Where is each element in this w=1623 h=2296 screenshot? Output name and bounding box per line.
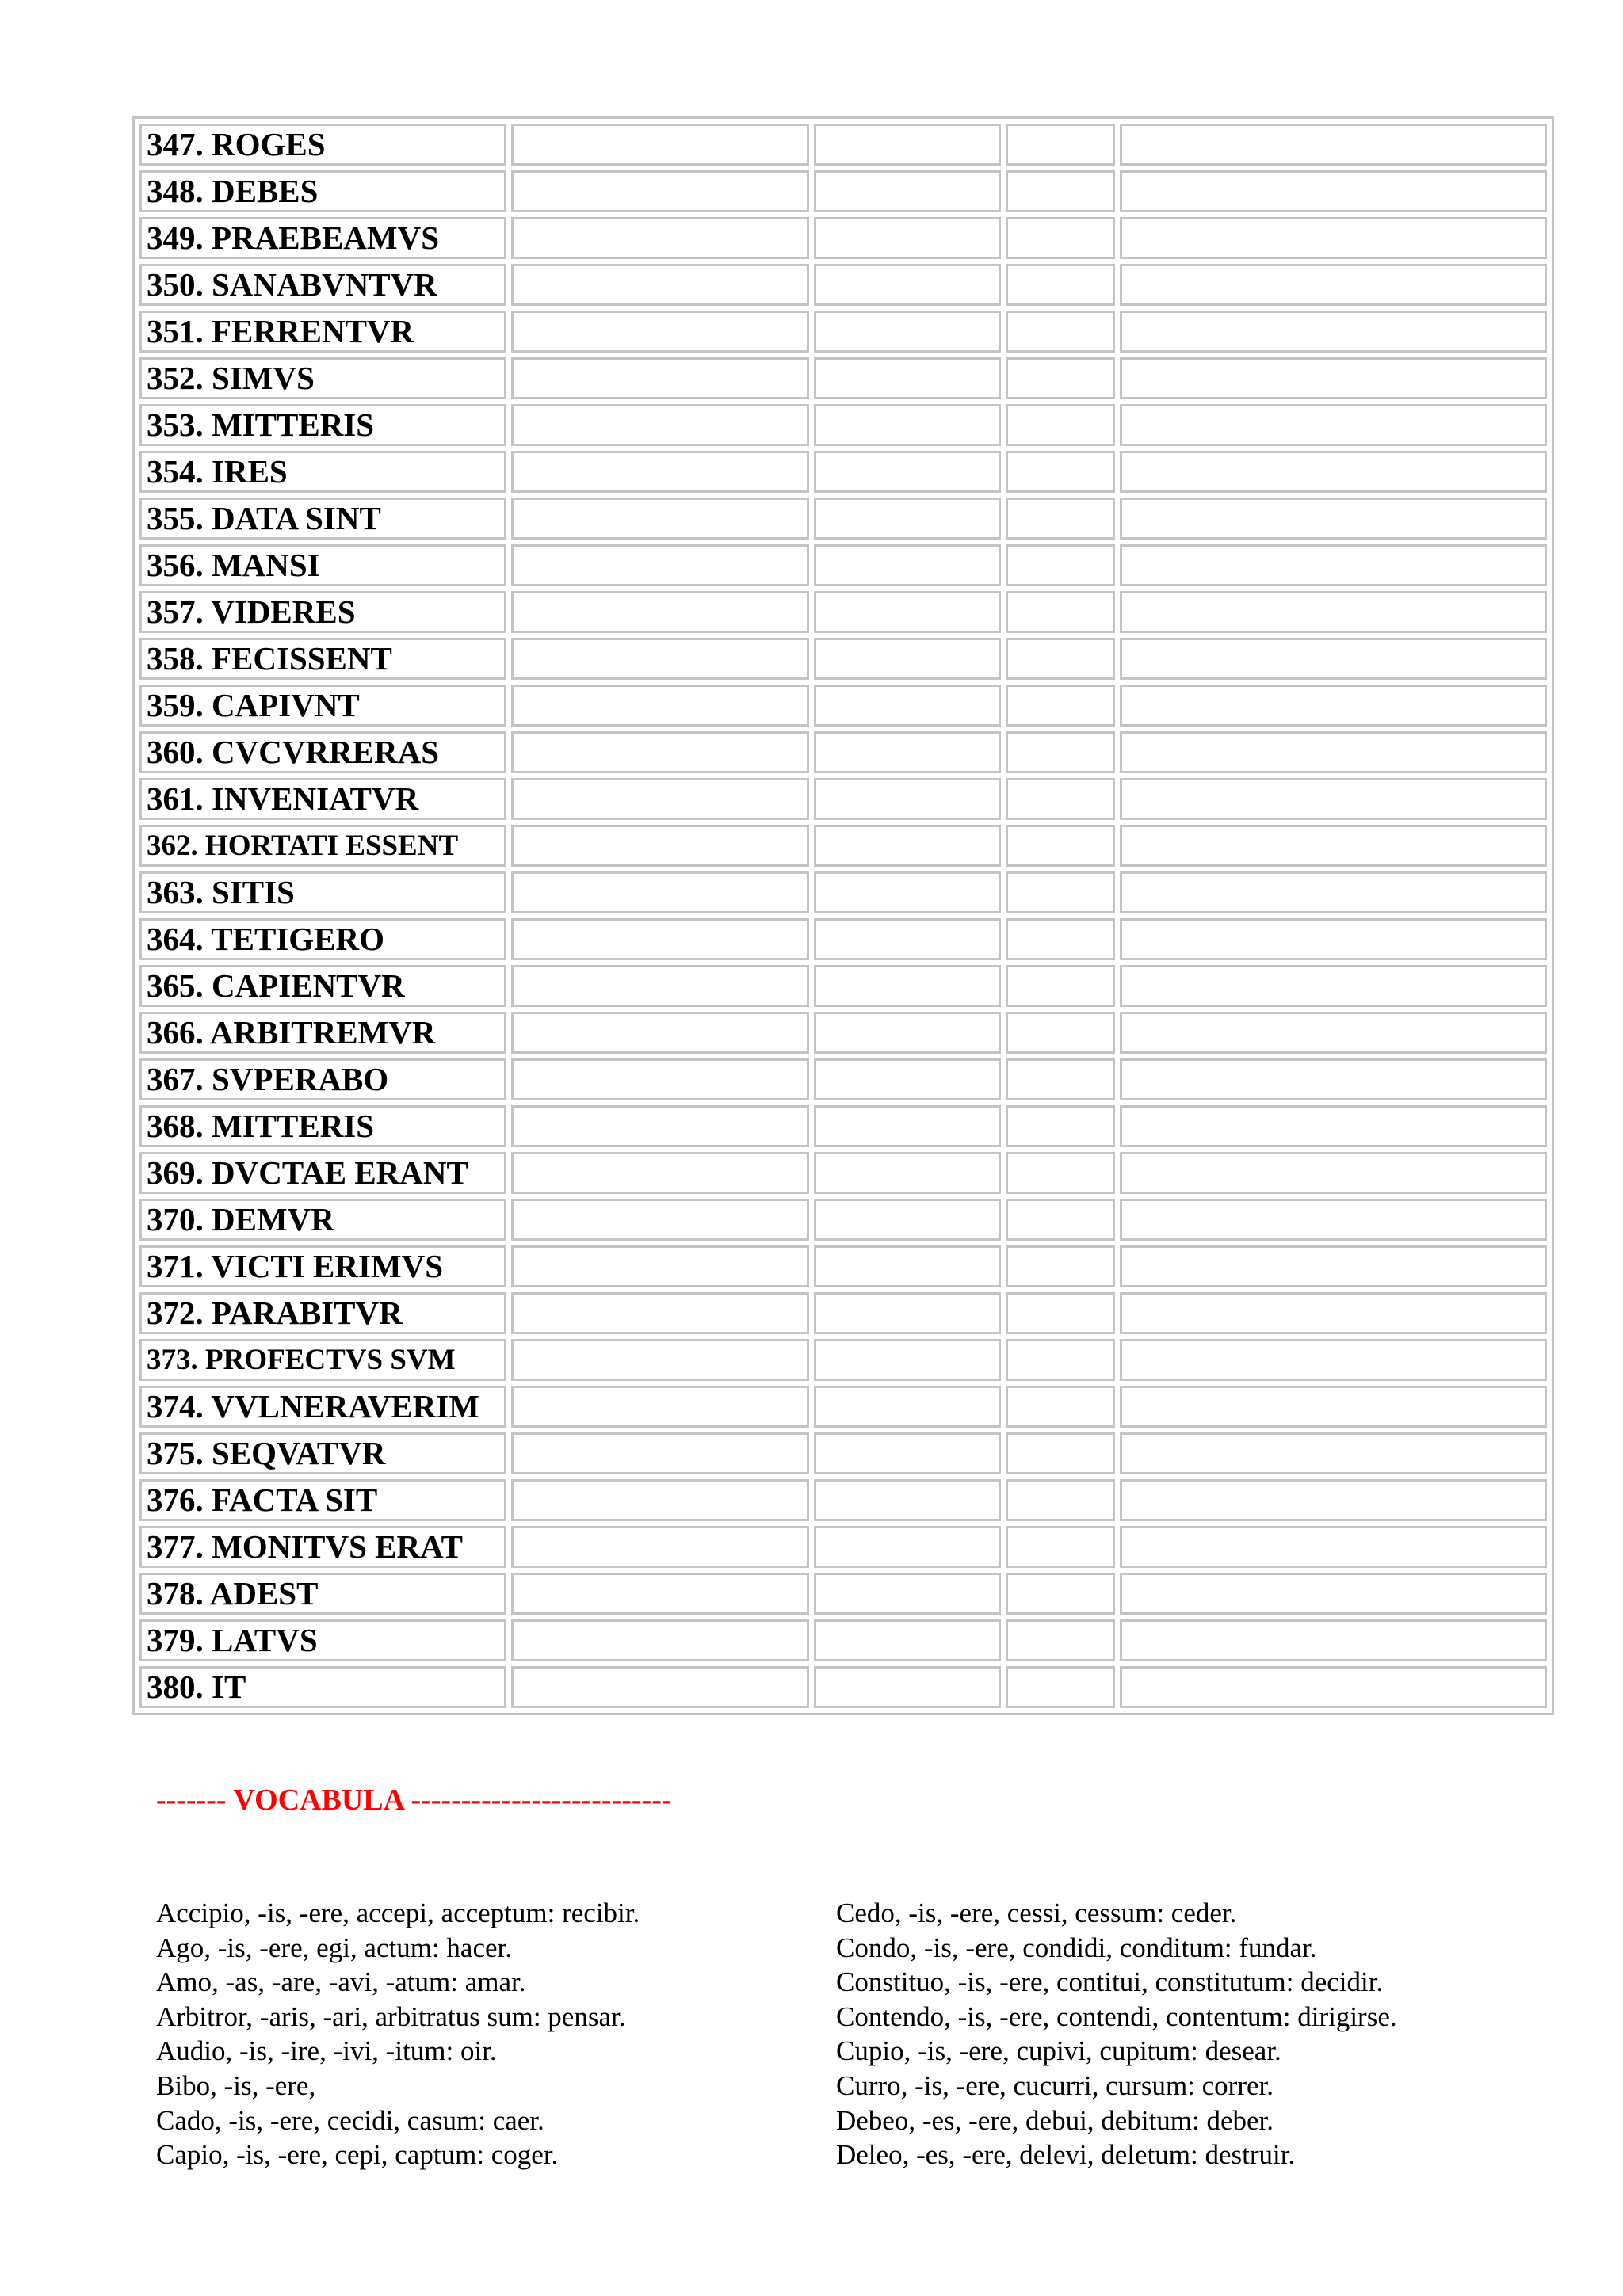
answer-cell[interactable] <box>1006 357 1115 399</box>
worksheet-row <box>139 1152 1547 1194</box>
worksheet-row <box>139 451 1547 493</box>
answer-cell[interactable] <box>511 124 809 166</box>
vocabulary-entry: Condo, -is, -ere, condidi, conditum: fundar. <box>836 1932 1317 1963</box>
vocabulary-entry: Amo, -as, -are, -avi, -atum: amar. <box>156 1966 526 1998</box>
answer-cell[interactable] <box>814 918 1001 960</box>
answer-cell[interactable] <box>1006 498 1115 540</box>
answer-cell[interactable] <box>511 1432 809 1474</box>
worksheet-row <box>139 965 1547 1007</box>
latin-verb-form: 348. DEBES <box>139 170 506 212</box>
latin-verb-form: 368. MITTERIS <box>139 1105 506 1147</box>
worksheet-row <box>139 1619 1547 1661</box>
answer-cell[interactable] <box>1120 1292 1547 1334</box>
vocabulary-left-column <box>156 1896 640 2172</box>
answer-cell[interactable] <box>1120 731 1547 773</box>
answer-cell[interactable] <box>814 1479 1001 1521</box>
answer-cell[interactable] <box>1006 965 1115 1007</box>
answer-cell[interactable] <box>511 1058 809 1100</box>
worksheet-row <box>139 498 1547 540</box>
latin-verb-form: 380. IT <box>139 1666 506 1708</box>
worksheet-row <box>139 264 1547 306</box>
latin-verb-form: 370. DEMVR <box>139 1199 506 1241</box>
answer-cell[interactable] <box>511 217 809 259</box>
worksheet-row <box>139 685 1547 727</box>
answer-cell[interactable] <box>1006 1386 1115 1428</box>
latin-verb-form: 355. DATA SINT <box>139 498 506 540</box>
answer-cell[interactable] <box>1006 1432 1115 1474</box>
answer-cell[interactable] <box>1006 825 1115 867</box>
answer-cell[interactable] <box>1006 544 1115 586</box>
answer-cell[interactable] <box>511 498 809 540</box>
answer-cell[interactable] <box>1120 1199 1547 1241</box>
answer-cell[interactable] <box>511 544 809 586</box>
answer-cell[interactable] <box>814 638 1001 680</box>
vocabulary-entry: Cupio, -is, -ere, cupivi, cupitum: desear. <box>836 2035 1281 2067</box>
worksheet-row <box>139 1339 1547 1381</box>
answer-cell[interactable] <box>1006 1058 1115 1100</box>
worksheet-row <box>139 1386 1547 1428</box>
answer-cell[interactable] <box>511 685 809 727</box>
answer-cell[interactable] <box>814 357 1001 399</box>
latin-verb-form: 358. FECISSENT <box>139 638 506 680</box>
answer-cell[interactable] <box>511 1012 809 1054</box>
worksheet-row <box>139 404 1547 446</box>
answer-cell[interactable] <box>1006 1105 1115 1147</box>
latin-verb-form: 376. FACTA SIT <box>139 1479 506 1521</box>
latin-verb-form: 377. MONITVS ERAT <box>139 1526 506 1568</box>
worksheet-row <box>139 1432 1547 1474</box>
vocabulary-right-column <box>836 1896 1397 2172</box>
answer-cell[interactable] <box>511 404 809 446</box>
answer-cell[interactable] <box>1006 311 1115 353</box>
answer-cell[interactable] <box>1120 778 1547 820</box>
vocabulary-entry: Ago, -is, -ere, egi, actum: hacer. <box>156 1932 512 1963</box>
answer-cell[interactable] <box>511 731 809 773</box>
answer-cell[interactable] <box>814 1339 1001 1381</box>
worksheet-row <box>139 1245 1547 1287</box>
worksheet-row <box>139 825 1547 867</box>
answer-cell[interactable] <box>814 1152 1001 1194</box>
answer-cell[interactable] <box>1006 1573 1115 1615</box>
answer-cell[interactable] <box>814 965 1001 1007</box>
answer-cell[interactable] <box>511 1105 809 1147</box>
answer-cell[interactable] <box>1006 264 1115 306</box>
verb-worksheet-table <box>132 116 1554 1715</box>
answer-cell[interactable] <box>1120 685 1547 727</box>
answer-cell[interactable] <box>511 778 809 820</box>
answer-cell[interactable] <box>814 1386 1001 1428</box>
answer-cell[interactable] <box>1120 1245 1547 1287</box>
answer-cell[interactable] <box>1120 918 1547 960</box>
latin-verb-form: 367. SVPERABO <box>139 1058 506 1100</box>
answer-cell[interactable] <box>814 1666 1001 1708</box>
latin-verb-form: 357. VIDERES <box>139 591 506 633</box>
answer-cell[interactable] <box>814 1573 1001 1615</box>
answer-cell[interactable] <box>511 264 809 306</box>
answer-cell[interactable] <box>814 1526 1001 1568</box>
answer-cell[interactable] <box>511 1666 809 1708</box>
worksheet-row <box>139 1058 1547 1100</box>
answer-cell[interactable] <box>1006 871 1115 913</box>
answer-cell[interactable] <box>1006 1619 1115 1661</box>
answer-cell[interactable] <box>814 124 1001 166</box>
worksheet-row <box>139 1666 1547 1708</box>
latin-verb-form: 364. TETIGERO <box>139 918 506 960</box>
answer-cell[interactable] <box>1120 217 1547 259</box>
vocabulary-entry: Bibo, -is, -ere, <box>156 2069 316 2101</box>
answer-cell[interactable] <box>1120 498 1547 540</box>
latin-verb-form: 363. SITIS <box>139 871 506 913</box>
answer-cell[interactable] <box>511 918 809 960</box>
answer-cell[interactable] <box>1120 1526 1547 1568</box>
answer-cell[interactable] <box>511 1339 809 1381</box>
worksheet-row <box>139 1012 1547 1054</box>
answer-cell[interactable] <box>1006 1666 1115 1708</box>
answer-cell[interactable] <box>814 778 1001 820</box>
answer-cell[interactable] <box>1120 591 1547 633</box>
worksheet-row <box>139 1105 1547 1147</box>
answer-cell[interactable] <box>1120 965 1547 1007</box>
answer-cell[interactable] <box>1120 871 1547 913</box>
latin-verb-form: 374. VVLNERAVERIM <box>139 1386 506 1428</box>
answer-cell[interactable] <box>814 1245 1001 1287</box>
answer-cell[interactable] <box>814 404 1001 446</box>
answer-cell[interactable] <box>511 1199 809 1241</box>
answer-cell[interactable] <box>511 965 809 1007</box>
answer-cell[interactable] <box>1006 1199 1115 1241</box>
latin-verb-form: 378. ADEST <box>139 1573 506 1615</box>
answer-cell[interactable] <box>1120 1012 1547 1054</box>
latin-verb-form: 372. PARABITVR <box>139 1292 506 1334</box>
answer-cell[interactable] <box>1120 1666 1547 1708</box>
latin-verb-form: 360. CVCVRRERAS <box>139 731 506 773</box>
answer-cell[interactable] <box>814 451 1001 493</box>
answer-cell[interactable] <box>1120 311 1547 353</box>
answer-cell[interactable] <box>1120 451 1547 493</box>
worksheet-body <box>139 124 1547 1708</box>
answer-cell[interactable] <box>1120 1339 1547 1381</box>
worksheet-row <box>139 1573 1547 1615</box>
answer-cell[interactable] <box>1120 124 1547 166</box>
answer-cell[interactable] <box>1006 1292 1115 1334</box>
answer-cell[interactable] <box>814 1105 1001 1147</box>
answer-cell[interactable] <box>1120 544 1547 586</box>
vocabulary-entry: Constituo, -is, -ere, contitui, constitutum: decidir. <box>836 1966 1384 1998</box>
latin-verb-form: 375. SEQVATVR <box>139 1432 506 1474</box>
answer-cell[interactable] <box>1120 170 1547 212</box>
latin-verb-form: 371. VICTI ERIMVS <box>139 1245 506 1287</box>
answer-cell[interactable] <box>511 1619 809 1661</box>
answer-cell[interactable] <box>511 311 809 353</box>
answer-cell[interactable] <box>1120 1058 1547 1100</box>
latin-verb-form: 349. PRAEBEAMVS <box>139 217 506 259</box>
latin-verb-form: 361. INVENIATVR <box>139 778 506 820</box>
answer-cell[interactable] <box>1120 264 1547 306</box>
vocabulary-entry: Capio, -is, -ere, cepi, captum: coger. <box>156 2139 559 2171</box>
answer-cell[interactable] <box>511 1479 809 1521</box>
answer-cell[interactable] <box>1120 1152 1547 1194</box>
answer-cell[interactable] <box>1120 638 1547 680</box>
worksheet-row <box>139 311 1547 353</box>
answer-cell[interactable] <box>1120 357 1547 399</box>
vocabulary-entry: Deleo, -es, -ere, delevi, deletum: destruir. <box>836 2139 1296 2171</box>
answer-cell[interactable] <box>511 1152 809 1194</box>
vocabulary-entry: Curro, -is, -ere, cucurri, cursum: correr. <box>836 2069 1274 2101</box>
answer-cell[interactable] <box>814 685 1001 727</box>
answer-cell[interactable] <box>1006 591 1115 633</box>
answer-cell[interactable] <box>814 871 1001 913</box>
answer-cell[interactable] <box>1006 1526 1115 1568</box>
answer-cell[interactable] <box>1006 731 1115 773</box>
worksheet-row <box>139 1292 1547 1334</box>
latin-verb-form: 354. IRES <box>139 451 506 493</box>
answer-cell[interactable] <box>1120 1573 1547 1615</box>
answer-cell[interactable] <box>1006 778 1115 820</box>
worksheet-row <box>139 591 1547 633</box>
latin-verb-form: 351. FERRENTVR <box>139 311 506 353</box>
answer-cell[interactable] <box>814 1619 1001 1661</box>
answer-cell[interactable] <box>1120 1479 1547 1521</box>
latin-verb-form: 373. PROFECTVS SVM <box>139 1339 506 1381</box>
answer-cell[interactable] <box>1006 685 1115 727</box>
worksheet-row <box>139 731 1547 773</box>
latin-verb-form: 353. MITTERIS <box>139 404 506 446</box>
worksheet-row <box>139 357 1547 399</box>
answer-cell[interactable] <box>814 825 1001 867</box>
latin-verb-form: 379. LATVS <box>139 1619 506 1661</box>
answer-cell[interactable] <box>511 591 809 633</box>
answer-cell[interactable] <box>511 170 809 212</box>
vocabulary-entry: Cado, -is, -ere, cecidi, casum: caer. <box>156 2104 544 2136</box>
answer-cell[interactable] <box>814 264 1001 306</box>
answer-cell[interactable] <box>511 1386 809 1428</box>
answer-cell[interactable] <box>1006 638 1115 680</box>
answer-cell[interactable] <box>1006 451 1115 493</box>
vocabulary-entry: Cedo, -is, -ere, cessi, cessum: ceder. <box>836 1897 1237 1928</box>
answer-cell[interactable] <box>1006 124 1115 166</box>
answer-cell[interactable] <box>1006 1245 1115 1287</box>
vocabulary-entry: Audio, -is, -ire, -ivi, -itum: oir. <box>156 2035 497 2067</box>
vocabulary-entry: Contendo, -is, -ere, contendi, contentum: dirigirse. <box>836 2000 1397 2032</box>
worksheet-row <box>139 778 1547 820</box>
answer-cell[interactable] <box>511 451 809 493</box>
answer-cell[interactable] <box>1006 1479 1115 1521</box>
answer-cell[interactable] <box>814 731 1001 773</box>
answer-cell[interactable] <box>1006 918 1115 960</box>
answer-cell[interactable] <box>814 498 1001 540</box>
worksheet-row <box>139 124 1547 166</box>
answer-cell[interactable] <box>1120 404 1547 446</box>
answer-cell[interactable] <box>814 311 1001 353</box>
answer-cell[interactable] <box>814 1199 1001 1241</box>
answer-cell[interactable] <box>814 1292 1001 1334</box>
answer-cell[interactable] <box>1120 1105 1547 1147</box>
vocabulary-entry: Accipio, -is, -ere, accepi, acceptum: recibir. <box>156 1897 640 1928</box>
latin-verb-form: 366. ARBITREMVR <box>139 1012 506 1054</box>
worksheet-row <box>139 1199 1547 1241</box>
answer-cell[interactable] <box>1006 1012 1115 1054</box>
latin-verb-form: 356. MANSI <box>139 544 506 586</box>
answer-cell[interactable] <box>1006 217 1115 259</box>
latin-verb-form: 365. CAPIENTVR <box>139 965 506 1007</box>
worksheet-row <box>139 544 1547 586</box>
vocabulary-entry: Debeo, -es, -ere, debui, debitum: deber. <box>836 2104 1274 2136</box>
latin-verb-form: 347. ROGES <box>139 124 506 166</box>
answer-cell[interactable] <box>1120 1619 1547 1661</box>
answer-cell[interactable] <box>1006 404 1115 446</box>
worksheet-row <box>139 918 1547 960</box>
answer-cell[interactable] <box>1006 1152 1115 1194</box>
answer-cell[interactable] <box>814 1432 1001 1474</box>
answer-cell[interactable] <box>814 170 1001 212</box>
answer-cell[interactable] <box>814 544 1001 586</box>
answer-cell[interactable] <box>1006 170 1115 212</box>
answer-cell[interactable] <box>814 1058 1001 1100</box>
answer-cell[interactable] <box>511 871 809 913</box>
latin-verb-form: 362. HORTATI ESSENT <box>139 825 506 867</box>
vocabulary-entry: Arbitror, -aris, -ari, arbitratus sum: pensar. <box>156 2000 626 2032</box>
answer-cell[interactable] <box>511 1526 809 1568</box>
latin-verb-form: 359. CAPIVNT <box>139 685 506 727</box>
answer-cell[interactable] <box>511 357 809 399</box>
answer-cell[interactable] <box>1120 1386 1547 1428</box>
latin-verb-form: 369. DVCTAE ERANT <box>139 1152 506 1194</box>
answer-cell[interactable] <box>814 591 1001 633</box>
worksheet-row <box>139 1526 1547 1568</box>
answer-cell[interactable] <box>511 1573 809 1615</box>
answer-cell[interactable] <box>1120 825 1547 867</box>
answer-cell[interactable] <box>1006 1339 1115 1381</box>
answer-cell[interactable] <box>1120 1432 1547 1474</box>
worksheet-row <box>139 871 1547 913</box>
worksheet-row <box>139 170 1547 212</box>
vocabula-heading: ------- VOCABULA -------------------------- <box>156 1783 672 1817</box>
worksheet-row <box>139 217 1547 259</box>
worksheet-row <box>139 638 1547 680</box>
latin-verb-form: 350. SANABVNTVR <box>139 264 506 306</box>
answer-cell[interactable] <box>511 1245 809 1287</box>
worksheet-row <box>139 1479 1547 1521</box>
answer-cell[interactable] <box>814 217 1001 259</box>
answer-cell[interactable] <box>511 1292 809 1334</box>
latin-verb-form: 352. SIMVS <box>139 357 506 399</box>
answer-cell[interactable] <box>511 825 809 867</box>
answer-cell[interactable] <box>511 638 809 680</box>
answer-cell[interactable] <box>814 1012 1001 1054</box>
